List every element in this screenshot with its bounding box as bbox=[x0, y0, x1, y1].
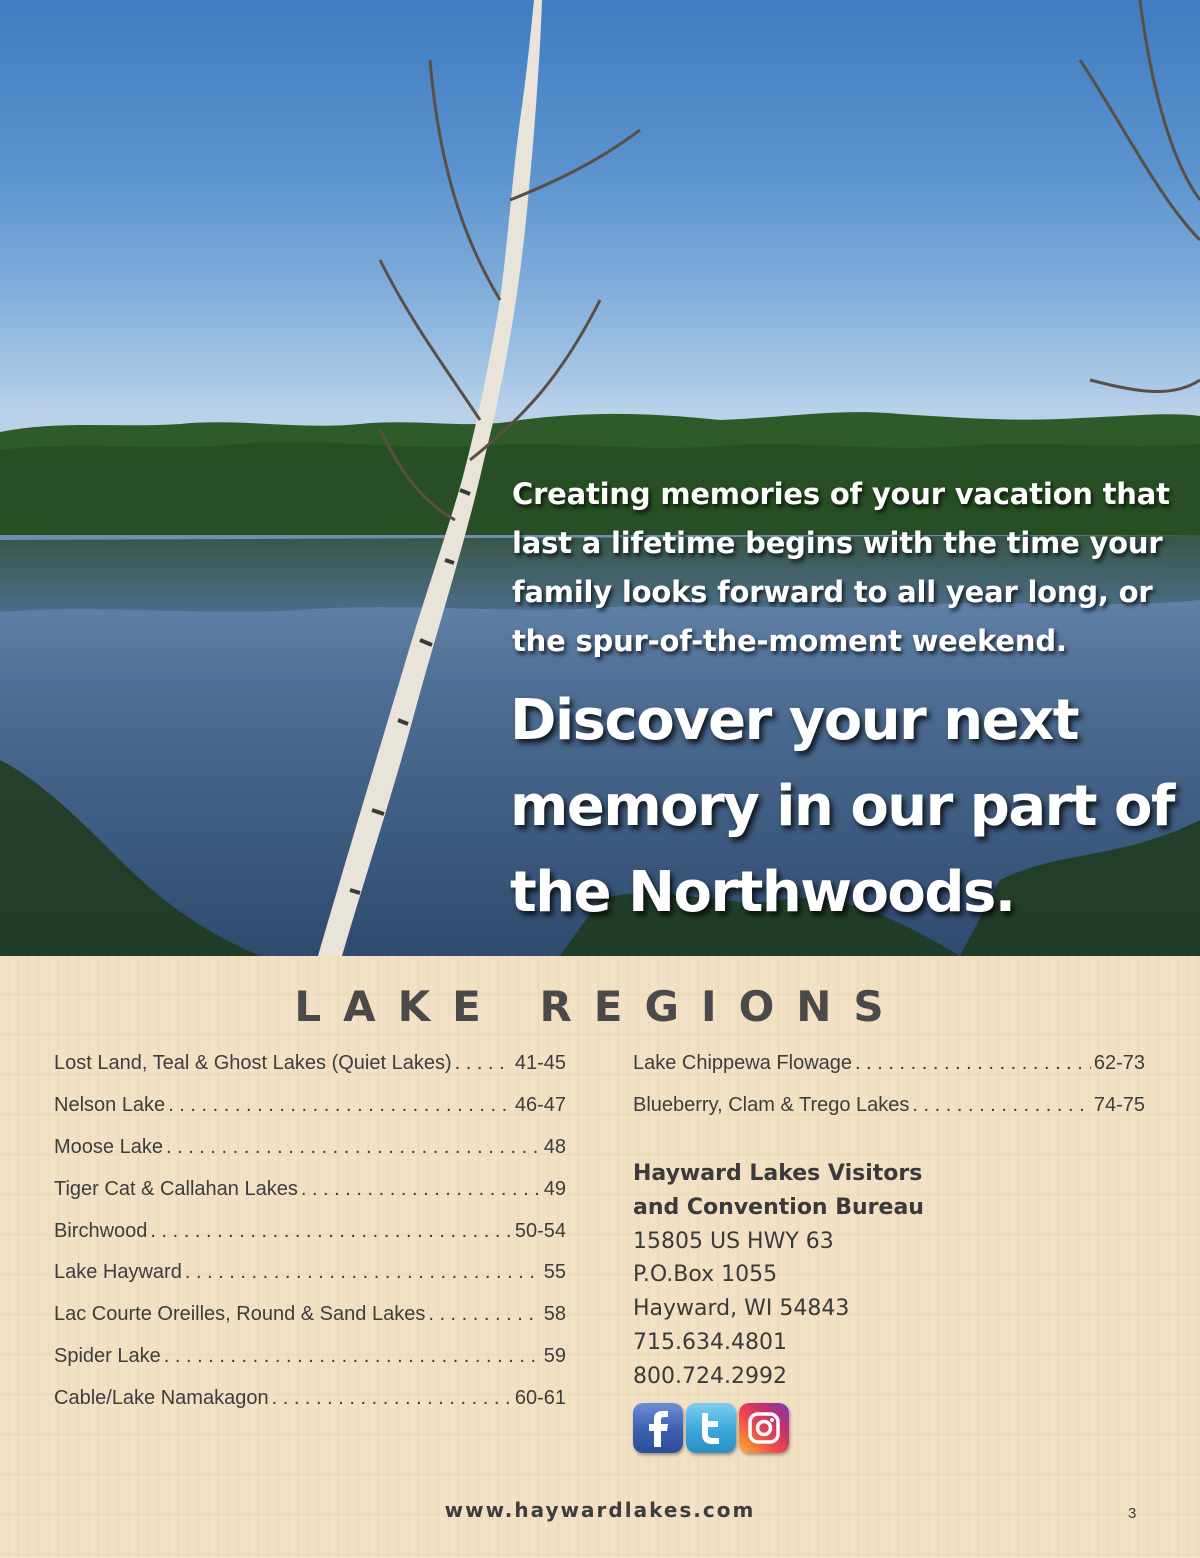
toc-entry-name: Nelson Lake bbox=[54, 1093, 166, 1116]
toc-entry-pages: 46-47 bbox=[514, 1093, 566, 1116]
dot-leader bbox=[150, 1220, 511, 1243]
toc-entry-name: Birchwood bbox=[54, 1219, 148, 1242]
toc-entry-pages: 60-61 bbox=[514, 1387, 566, 1410]
lake-regions-list-left bbox=[54, 1052, 566, 1429]
lake-regions-list-right bbox=[633, 1052, 1145, 1136]
toc-entry bbox=[54, 1303, 566, 1345]
toc-entry-pages: 74-75 bbox=[1093, 1093, 1145, 1116]
toc-entry-pages: 58 bbox=[543, 1303, 566, 1326]
website-url[interactable]: www.haywardlakes.com bbox=[444, 1498, 756, 1522]
dot-leader bbox=[455, 1052, 512, 1075]
dot-leader bbox=[301, 1178, 541, 1201]
toc-entry-name: Tiger Cat & Callahan Lakes bbox=[54, 1177, 298, 1200]
toc-entry-name: Lost Land, Teal & Ghost Lakes (Quiet Lakes) bbox=[54, 1052, 452, 1074]
toc-entry-name: Blueberry, Clam & Trego Lakes bbox=[633, 1093, 910, 1116]
toc-entry-name: Lake Chippewa Flowage bbox=[633, 1052, 853, 1074]
dot-leader bbox=[912, 1094, 1090, 1117]
toc-entry-pages: 50-54 bbox=[514, 1219, 566, 1242]
toc-entry-name: Cable/Lake Namakagon bbox=[54, 1387, 269, 1410]
social-icons bbox=[633, 1403, 789, 1453]
dot-leader bbox=[166, 1136, 541, 1159]
toc-entry-pages: 41-45 bbox=[514, 1052, 566, 1074]
bureau-contact-block bbox=[633, 1157, 1173, 1394]
toc-entry bbox=[54, 1261, 566, 1303]
toc-entry bbox=[54, 1220, 566, 1262]
toc-entry-name: Lac Courte Oreilles, Round & Sand Lakes bbox=[54, 1303, 426, 1326]
toc-entry bbox=[633, 1094, 1145, 1136]
bureau-city-state-zip: Hayward, WI 54843 bbox=[633, 1296, 850, 1322]
toc-entry-pages: 59 bbox=[543, 1345, 566, 1368]
bureau-street-address: 15805 US HWY 63 bbox=[633, 1228, 834, 1254]
lake-regions-title: LAKE REGIONS bbox=[294, 982, 906, 1031]
toc-entry bbox=[54, 1094, 566, 1136]
toc-entry bbox=[54, 1345, 566, 1387]
dot-leader bbox=[855, 1052, 1091, 1075]
toc-entry bbox=[54, 1052, 566, 1094]
toc-entry-pages: 49 bbox=[543, 1177, 566, 1200]
dot-leader bbox=[164, 1345, 541, 1368]
bureau-po-box: P.O.Box 1055 bbox=[633, 1262, 778, 1288]
toc-entry-pages: 62-73 bbox=[1093, 1052, 1145, 1074]
hero-intro-text: Creating memories of your vacation that last a lifetime begins with the time your family looks forward to all year long, or the spur-of-the-moment weekend. bbox=[512, 477, 1170, 658]
dot-leader bbox=[185, 1261, 541, 1284]
toc-entry bbox=[54, 1178, 566, 1220]
toc-entry-name: Moose Lake bbox=[54, 1135, 163, 1158]
toc-entry-pages: 48 bbox=[543, 1135, 566, 1158]
bureau-phone-local: 715.634.4801 bbox=[633, 1329, 787, 1355]
twitter-icon[interactable] bbox=[686, 1403, 736, 1453]
hero-headline: Discover your next memory in our part of the Northwoods. bbox=[510, 688, 1174, 925]
toc-entry-name: Lake Hayward bbox=[54, 1261, 182, 1284]
dot-leader bbox=[272, 1387, 512, 1410]
bureau-name-line1: Hayward Lakes Visitors bbox=[633, 1161, 923, 1186]
bureau-phone-tollfree: 800.724.2992 bbox=[633, 1363, 787, 1389]
toc-entry bbox=[54, 1387, 566, 1429]
toc-entry-name: Spider Lake bbox=[54, 1345, 161, 1368]
page-number: 3 bbox=[1128, 1505, 1137, 1522]
facebook-icon[interactable] bbox=[633, 1403, 683, 1453]
toc-entry-pages: 55 bbox=[543, 1261, 566, 1284]
toc-entry bbox=[54, 1136, 566, 1178]
dot-leader bbox=[428, 1303, 540, 1326]
bureau-name-line2: and Convention Bureau bbox=[633, 1194, 924, 1220]
instagram-icon[interactable] bbox=[739, 1403, 789, 1453]
toc-entry bbox=[633, 1052, 1145, 1094]
dot-leader bbox=[168, 1094, 512, 1117]
